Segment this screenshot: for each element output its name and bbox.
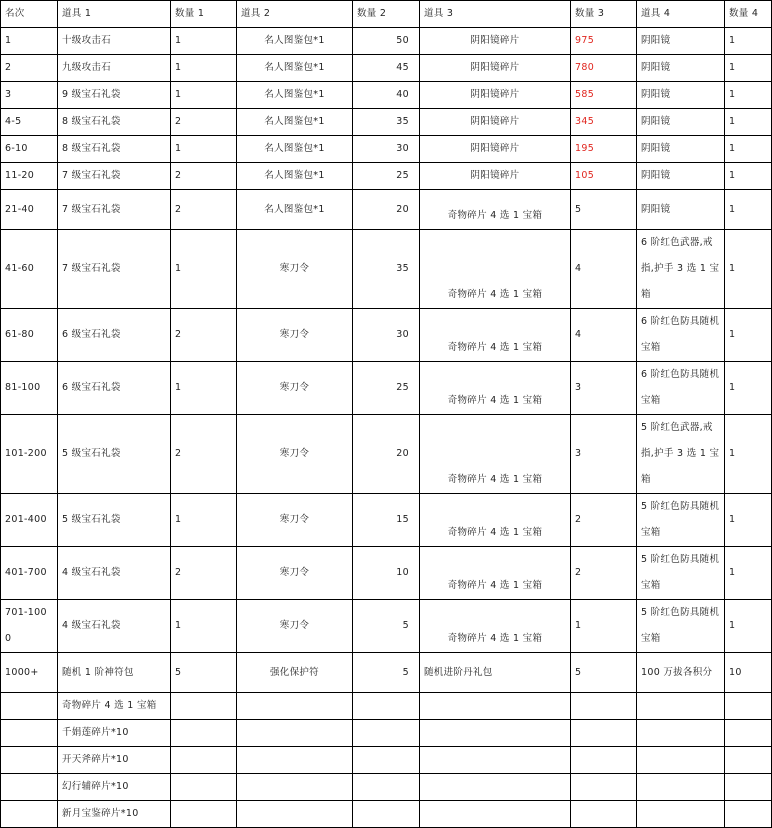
header-item2: 道具 2 [237, 1, 353, 28]
rank-cell: 401-700 [1, 547, 58, 600]
qty2-cell: 30 [353, 309, 420, 362]
empty-cell [353, 801, 420, 828]
rank-cell: 6-10 [1, 136, 58, 163]
qty2-cell: 30 [353, 136, 420, 163]
header-row [1, 1, 772, 28]
table-row [1, 55, 772, 82]
empty-cell [637, 693, 725, 720]
qty4-cell: 1 [725, 28, 772, 55]
empty-cell [171, 720, 237, 747]
item1-cell: 6 级宝石礼袋 [58, 309, 171, 362]
qty1-cell: 2 [171, 547, 237, 600]
empty-cell [420, 747, 571, 774]
empty-cell [571, 693, 637, 720]
qty4-cell: 1 [725, 415, 772, 494]
extra-item-cell: 千娟莲碎片*10 [58, 720, 171, 747]
item1-cell: 随机 1 阶神符包 [58, 653, 171, 693]
item3-cell: 阴阳镜碎片 [420, 82, 571, 109]
item4-cell: 6 阶红色防具随机宝箱 [637, 309, 725, 362]
empty-cell [725, 720, 772, 747]
qty2-cell: 25 [353, 163, 420, 190]
table-row [1, 190, 772, 230]
empty-cell [237, 747, 353, 774]
empty-cell [420, 774, 571, 801]
empty-cell [1, 720, 58, 747]
item4-cell: 5 阶红色防具随机宝箱 [637, 600, 725, 653]
rank-cell: 81-100 [1, 362, 58, 415]
extra-item-cell: 开天斧碎片*10 [58, 747, 171, 774]
qty3-cell: 195 [571, 136, 637, 163]
qty1-cell: 1 [171, 55, 237, 82]
qty2-cell: 50 [353, 28, 420, 55]
item2-cell: 寒刀令 [237, 600, 353, 653]
qty1-cell: 1 [171, 28, 237, 55]
item2-cell: 寒刀令 [237, 309, 353, 362]
table-row [1, 774, 772, 801]
qty1-cell: 2 [171, 190, 237, 230]
item3-cell: 奇物碎片 4 选 1 宝箱 [420, 415, 571, 494]
empty-cell [171, 801, 237, 828]
extra-item-cell: 新月宝鉴碎片*10 [58, 801, 171, 828]
item2-cell: 名人图鉴包*1 [237, 136, 353, 163]
item3-cell: 奇物碎片 4 选 1 宝箱 [420, 362, 571, 415]
item2-cell: 名人图鉴包*1 [237, 109, 353, 136]
table-row [1, 653, 772, 693]
empty-cell [420, 801, 571, 828]
item2-cell: 名人图鉴包*1 [237, 82, 353, 109]
item4-cell: 5 阶红色防具随机宝箱 [637, 547, 725, 600]
rank-cell: 2 [1, 55, 58, 82]
table-row [1, 415, 772, 494]
item4-cell: 阴阳镜 [637, 190, 725, 230]
empty-cell [1, 774, 58, 801]
empty-cell [420, 693, 571, 720]
table-row [1, 163, 772, 190]
qty4-cell: 1 [725, 494, 772, 547]
item2-cell: 名人图鉴包*1 [237, 55, 353, 82]
qty2-cell: 15 [353, 494, 420, 547]
item2-cell: 名人图鉴包*1 [237, 163, 353, 190]
qty3-cell: 105 [571, 163, 637, 190]
empty-cell [571, 774, 637, 801]
qty1-cell: 1 [171, 82, 237, 109]
qty1-cell: 2 [171, 309, 237, 362]
qty4-cell: 1 [725, 109, 772, 136]
empty-cell [171, 747, 237, 774]
item2-cell: 寒刀令 [237, 415, 353, 494]
qty2-cell: 20 [353, 415, 420, 494]
table-row [1, 494, 772, 547]
item4-cell: 6 阶红色防具随机宝箱 [637, 362, 725, 415]
empty-cell [725, 747, 772, 774]
qty1-cell: 2 [171, 163, 237, 190]
item3-cell: 奇物碎片 4 选 1 宝箱 [420, 309, 571, 362]
empty-cell [725, 693, 772, 720]
item1-cell: 8 级宝石礼袋 [58, 136, 171, 163]
rank-cell: 41-60 [1, 230, 58, 309]
qty4-cell: 1 [725, 600, 772, 653]
item3-cell: 阴阳镜碎片 [420, 163, 571, 190]
empty-cell [420, 720, 571, 747]
empty-cell [353, 720, 420, 747]
item4-cell: 阴阳镜 [637, 82, 725, 109]
empty-cell [171, 774, 237, 801]
item1-cell: 九级攻击石 [58, 55, 171, 82]
item1-cell: 5 级宝石礼袋 [58, 415, 171, 494]
qty3-cell: 4 [571, 309, 637, 362]
qty3-cell: 585 [571, 82, 637, 109]
empty-cell [171, 693, 237, 720]
qty3-cell: 1 [571, 600, 637, 653]
extra-item-cell: 幻行辅碎片*10 [58, 774, 171, 801]
rank-cell: 101-200 [1, 415, 58, 494]
rank-cell: 701-1000 [1, 600, 58, 653]
qty3-cell: 2 [571, 547, 637, 600]
header-qty4: 数量 4 [725, 1, 772, 28]
qty1-cell: 1 [171, 230, 237, 309]
empty-cell [1, 693, 58, 720]
qty4-cell: 1 [725, 82, 772, 109]
empty-cell [353, 774, 420, 801]
qty2-cell: 5 [353, 600, 420, 653]
qty4-cell: 1 [725, 309, 772, 362]
item1-cell: 6 级宝石礼袋 [58, 362, 171, 415]
item4-cell: 6 阶红色武器,戒指,护手 3 选 1 宝箱 [637, 230, 725, 309]
qty4-cell: 1 [725, 230, 772, 309]
qty4-cell: 1 [725, 55, 772, 82]
qty1-cell: 2 [171, 415, 237, 494]
item3-cell: 阴阳镜碎片 [420, 136, 571, 163]
empty-cell [637, 720, 725, 747]
item2-cell: 寒刀令 [237, 230, 353, 309]
empty-cell [571, 720, 637, 747]
header-qty3: 数量 3 [571, 1, 637, 28]
empty-cell [237, 774, 353, 801]
qty2-cell: 25 [353, 362, 420, 415]
header-item4: 道具 4 [637, 1, 725, 28]
item2-cell: 寒刀令 [237, 362, 353, 415]
qty4-cell: 1 [725, 362, 772, 415]
qty3-cell: 5 [571, 190, 637, 230]
header-rank: 名次 [1, 1, 58, 28]
item1-cell: 8 级宝石礼袋 [58, 109, 171, 136]
qty2-cell: 35 [353, 109, 420, 136]
item3-cell: 奇物碎片 4 选 1 宝箱 [420, 230, 571, 309]
table-row [1, 720, 772, 747]
table-row [1, 747, 772, 774]
rank-cell: 1000+ [1, 653, 58, 693]
qty3-cell: 5 [571, 653, 637, 693]
item3-cell: 随机进阶丹礼包 [420, 653, 571, 693]
empty-cell [725, 774, 772, 801]
table-row [1, 362, 772, 415]
item4-cell: 阴阳镜 [637, 28, 725, 55]
qty1-cell: 1 [171, 494, 237, 547]
header-qty2: 数量 2 [353, 1, 420, 28]
qty3-cell: 3 [571, 362, 637, 415]
empty-cell [1, 747, 58, 774]
item3-cell: 阴阳镜碎片 [420, 55, 571, 82]
item3-cell: 奇物碎片 4 选 1 宝箱 [420, 547, 571, 600]
item2-cell: 名人图鉴包*1 [237, 28, 353, 55]
qty2-cell: 35 [353, 230, 420, 309]
rank-cell: 3 [1, 82, 58, 109]
empty-cell [637, 747, 725, 774]
item1-cell: 4 级宝石礼袋 [58, 600, 171, 653]
qty4-cell: 1 [725, 547, 772, 600]
item1-cell: 7 级宝石礼袋 [58, 163, 171, 190]
rank-cell: 21-40 [1, 190, 58, 230]
table-row [1, 547, 772, 600]
item4-cell: 5 阶红色防具随机宝箱 [637, 494, 725, 547]
rank-cell: 4-5 [1, 109, 58, 136]
item1-cell: 9 级宝石礼袋 [58, 82, 171, 109]
item1-cell: 7 级宝石礼袋 [58, 190, 171, 230]
item4-cell: 100 万拔各积分 [637, 653, 725, 693]
rank-cell: 201-400 [1, 494, 58, 547]
qty1-cell: 2 [171, 109, 237, 136]
qty4-cell: 10 [725, 653, 772, 693]
item4-cell: 5 阶红色武器,戒指,护手 3 选 1 宝箱 [637, 415, 725, 494]
item1-cell: 4 级宝石礼袋 [58, 547, 171, 600]
table-row [1, 230, 772, 309]
rank-cell: 1 [1, 28, 58, 55]
extra-item-cell: 奇物碎片 4 选 1 宝箱 [58, 693, 171, 720]
item3-cell: 奇物碎片 4 选 1 宝箱 [420, 190, 571, 230]
table-row [1, 136, 772, 163]
item3-cell: 奇物碎片 4 选 1 宝箱 [420, 600, 571, 653]
table-row [1, 28, 772, 55]
empty-cell [1, 801, 58, 828]
table-row [1, 801, 772, 828]
item2-cell: 强化保护符 [237, 653, 353, 693]
empty-cell [353, 747, 420, 774]
item4-cell: 阴阳镜 [637, 163, 725, 190]
empty-cell [237, 720, 353, 747]
empty-cell [637, 774, 725, 801]
item2-cell: 寒刀令 [237, 547, 353, 600]
qty3-cell: 3 [571, 415, 637, 494]
rank-cell: 61-80 [1, 309, 58, 362]
rewards-table-body [1, 1, 772, 828]
empty-cell [237, 801, 353, 828]
qty3-cell: 4 [571, 230, 637, 309]
item1-cell: 7 级宝石礼袋 [58, 230, 171, 309]
qty1-cell: 1 [171, 136, 237, 163]
item3-cell: 阴阳镜碎片 [420, 28, 571, 55]
qty3-cell: 345 [571, 109, 637, 136]
empty-cell [571, 747, 637, 774]
item2-cell: 寒刀令 [237, 494, 353, 547]
item4-cell: 阴阳镜 [637, 55, 725, 82]
qty4-cell: 1 [725, 163, 772, 190]
qty1-cell: 1 [171, 600, 237, 653]
qty4-cell: 1 [725, 190, 772, 230]
header-item1: 道具 1 [58, 1, 171, 28]
table-row [1, 109, 772, 136]
empty-cell [725, 801, 772, 828]
qty2-cell: 10 [353, 547, 420, 600]
table-row [1, 693, 772, 720]
item1-cell: 5 级宝石礼袋 [58, 494, 171, 547]
qty3-cell: 780 [571, 55, 637, 82]
item4-cell: 阴阳镜 [637, 109, 725, 136]
qty1-cell: 1 [171, 362, 237, 415]
qty3-cell: 975 [571, 28, 637, 55]
header-qty1: 数量 1 [171, 1, 237, 28]
qty2-cell: 5 [353, 653, 420, 693]
rank-cell: 11-20 [1, 163, 58, 190]
qty1-cell: 5 [171, 653, 237, 693]
qty2-cell: 20 [353, 190, 420, 230]
empty-cell [237, 693, 353, 720]
qty4-cell: 1 [725, 136, 772, 163]
item3-cell: 奇物碎片 4 选 1 宝箱 [420, 494, 571, 547]
table-row [1, 82, 772, 109]
item2-cell: 名人图鉴包*1 [237, 190, 353, 230]
empty-cell [637, 801, 725, 828]
empty-cell [571, 801, 637, 828]
qty3-cell: 2 [571, 494, 637, 547]
item1-cell: 十级攻击石 [58, 28, 171, 55]
item3-cell: 阴阳镜碎片 [420, 109, 571, 136]
qty2-cell: 40 [353, 82, 420, 109]
item4-cell: 阴阳镜 [637, 136, 725, 163]
header-item3: 道具 3 [420, 1, 571, 28]
table-row [1, 309, 772, 362]
empty-cell [353, 693, 420, 720]
qty2-cell: 45 [353, 55, 420, 82]
table-row [1, 600, 772, 653]
